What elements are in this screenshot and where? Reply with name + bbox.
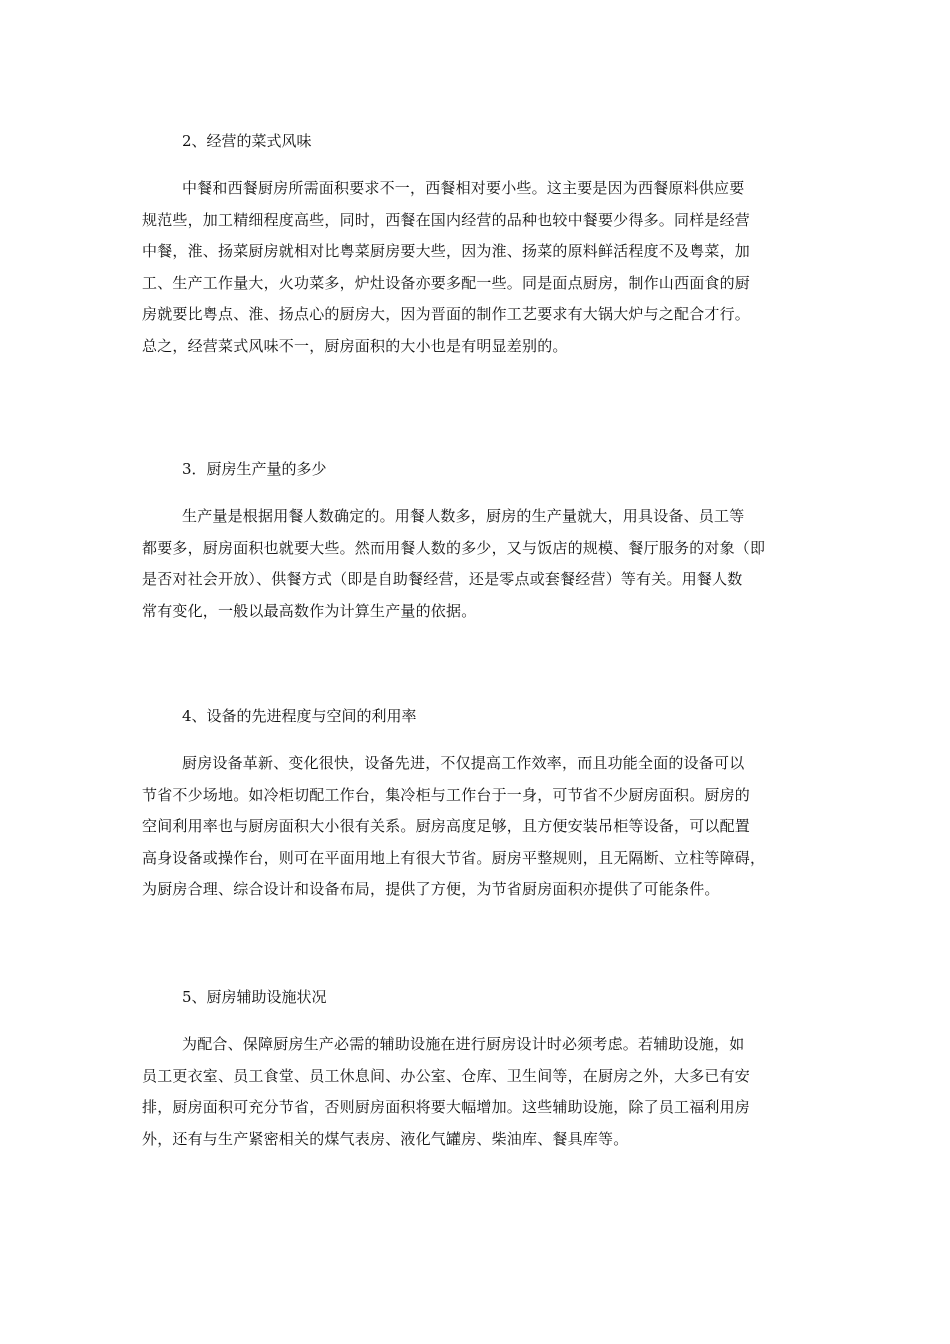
- paragraph-line: 是否对社会开放）、供餐方式（即是自助餐经营，还是零点或套餐经营）等有关。用餐人数: [142, 570, 743, 588]
- section-paragraph: [142, 173, 807, 362]
- paragraph-line: 节省不少场地。如冷柜切配工作台，集冷柜与工作台于一身，可节省不少厨房面积。厨房的: [142, 785, 751, 804]
- section-heading: 4、设备的先进程度与空间的利用率: [182, 707, 417, 725]
- section-paragraph: [142, 1029, 807, 1155]
- section-paragraph: [142, 748, 807, 906]
- paragraph-line: 外，还有与生产紧密相关的煤气表房、液化气罐房、柴油库、餐具库等。: [142, 1129, 629, 1148]
- paragraph-line: 工、生产工作量大，火功菜多，炉灶设备亦要多配一些。同是面点厨房，制作山西面食的厨: [142, 273, 751, 292]
- section-heading: 3．厨房生产量的多少: [182, 460, 327, 478]
- paragraph-line: 员工更衣室、员工食堂、员工休息间、办公室、仓库、卫生间等，在厨房之外，大多已有安: [142, 1066, 751, 1085]
- paragraph-line: 高身设备或操作台，则可在平面用地上有很大节省。厨房平整规则，且无隔断、立柱等障碍，: [142, 848, 766, 867]
- section-heading: 2、经营的菜式风味: [182, 132, 312, 150]
- section-heading: 5、厨房辅助设施状况: [182, 988, 327, 1006]
- paragraph-line: 常有变化，一般以最高数作为计算生产量的依据。: [142, 601, 477, 620]
- paragraph-line: 规范些，加工精细程度高些，同时，西餐在国内经营的品种也较中餐要少得多。同样是经营: [142, 210, 751, 229]
- paragraph-line: 厨房设备革新、变化很快，设备先进，不仅提高工作效率，而且功能全面的设备可以: [182, 754, 745, 772]
- section-auxiliary-facilities: [142, 987, 807, 1155]
- paragraph-line: 中餐，淮、扬菜厨房就相对比粤菜厨房要大些，因为淮、扬菜的原料鲜活程度不及粤菜，加: [142, 242, 751, 260]
- section-equipment-space: [142, 706, 807, 906]
- section-paragraph: [142, 501, 807, 627]
- paragraph-line: 都要多，厨房面积也就要大些。然而用餐人数的多少，又与饭店的规模、餐厅服务的对象（即: [142, 538, 766, 557]
- paragraph-line: 中餐和西餐厨房所需面积要求不一，西餐相对要小些。这主要是因为西餐原料供应要: [182, 179, 745, 197]
- paragraph-line: 空间利用率也与厨房面积大小很有关系。厨房高度足够，且方便安装吊柜等设备，可以配置: [142, 817, 751, 835]
- paragraph-line: 为配合、保障厨房生产必需的辅助设施在进行厨房设计时必须考虑。若辅助设施，如: [182, 1035, 745, 1053]
- paragraph-line: 排，厨房面积可充分节省，否则厨房面积将要大幅增加。这些辅助设施，除了员工福利用房: [142, 1098, 751, 1116]
- section-cuisine-style: [142, 131, 807, 362]
- paragraph-line: 为厨房合理、综合设计和设备布局，提供了方便，为节省厨房面积亦提供了可能条件。: [142, 880, 720, 898]
- paragraph-line: 生产量是根据用餐人数确定的。用餐人数多，厨房的生产量就大，用具设备、员工等: [182, 507, 745, 525]
- paragraph-line: 总之，经营菜式风味不一，厨房面积的大小也是有明显差别的。: [142, 336, 568, 355]
- section-production-volume: [142, 459, 807, 627]
- paragraph-line: 房就要比粤点、淮、扬点心的厨房大，因为晋面的制作工艺要求有大锅大炉与之配合才行。: [142, 305, 751, 323]
